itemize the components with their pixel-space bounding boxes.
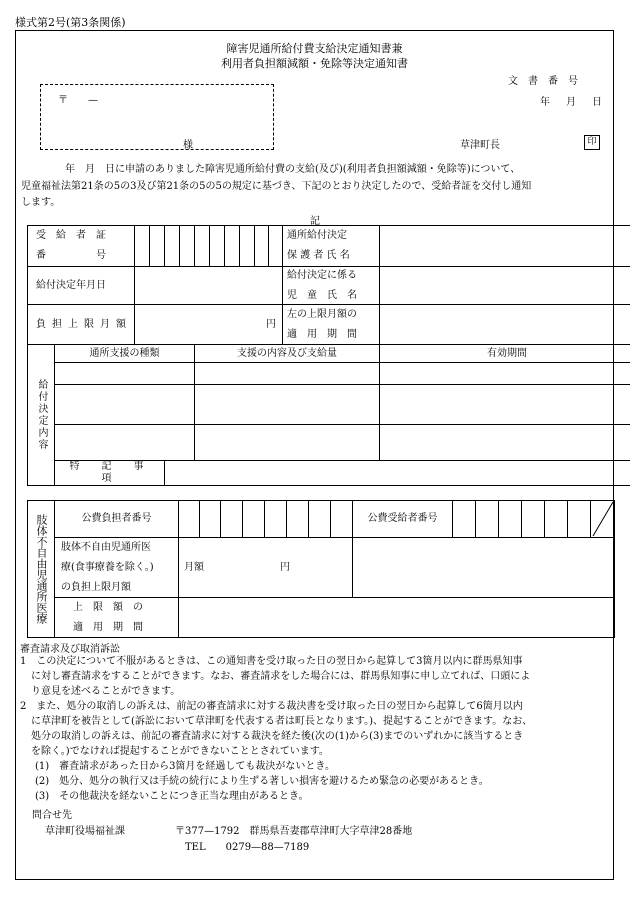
medical-table <box>27 500 615 638</box>
appeal-line: (3) その他裁決を経ないことにつき正当な理由があるとき。 <box>35 791 309 802</box>
medical-limit-label: 肢体不自由児通所医 療(食事療養を除く。) の負担上限月額 <box>55 538 179 598</box>
medical-period-field[interactable] <box>179 598 615 638</box>
intro-line-2: 児童福祉法第21条の5の3及び第21条の5の5の規定に基づき、下記のとおり決定したので、受給者証を交付し通知 <box>21 181 532 192</box>
remarks-field[interactable] <box>165 461 630 486</box>
appeal-line: 1 この決定について不服があるときは、この通知書を受け取った日の翌日から起算して3箇月以内に群馬県知事 <box>20 656 523 667</box>
appeal-line: を除く。)でなければ提起することができないこととされています。 <box>31 746 329 757</box>
payer-number-digit[interactable] <box>243 501 265 538</box>
medical-limit-field[interactable] <box>179 538 353 598</box>
recipient-number-digit[interactable] <box>225 226 240 267</box>
contact-office: 草津町役場福祉課 <box>45 826 125 837</box>
intro-line-1: 年 月 日に申請のありました障害児通所給付費の支給(及び)(利用者負担額減額・免除等)について、 <box>65 164 521 175</box>
contact-tel: TEL 0279—88—7189 <box>185 842 310 853</box>
payer-number-label: 公費負担者番号 <box>55 501 179 538</box>
decision-date-field[interactable] <box>135 267 283 305</box>
recipient-number-digit[interactable] <box>210 226 225 267</box>
col-valid-period: 有効期間 <box>380 345 630 363</box>
recipient-public-number-label: 公費受給者番号 <box>353 501 453 538</box>
yen-unit: 円 <box>266 318 276 330</box>
recipient-number-digit[interactable] <box>240 226 255 267</box>
col-support-amount: 支援の内容及び支給量 <box>195 345 380 363</box>
medical-period-label: 上 限 額 の 適 用 期 間 <box>55 598 179 638</box>
public-recipient-digit[interactable] <box>522 501 545 538</box>
seal-mark: 印 <box>584 135 600 150</box>
recipient-number-digit[interactable] <box>180 226 195 267</box>
payer-number-digit[interactable] <box>331 501 353 538</box>
payer-number-digit[interactable] <box>287 501 309 538</box>
support-type-cell[interactable] <box>55 425 195 461</box>
appeal-line: り意見を述べることができます。 <box>31 686 181 697</box>
child-name-field[interactable] <box>380 267 630 305</box>
support-type-cell[interactable] <box>55 385 195 425</box>
postal-code: 〒 — <box>58 95 98 106</box>
limit-period-label: 左の上限月額の 適 用 期 間 <box>283 305 380 345</box>
remarks-label: 特 記 事 項 <box>55 461 165 486</box>
title-line-2: 利用者負担額減額・免除等決定通知書 <box>221 57 408 70</box>
appeal-line: 2 また、処分の取消しの訴えは、前記の審査請求に対する裁決書を受け取った日の翌日から起算して6箇月以内 <box>20 701 523 712</box>
valid-period-cell[interactable] <box>380 425 630 461</box>
guardian-name-field[interactable] <box>380 226 630 267</box>
payer-number-digit[interactable] <box>200 501 221 538</box>
support-amount-cell[interactable] <box>195 385 380 425</box>
content-label: 給付決定内容 <box>28 345 55 486</box>
payer-number-digit[interactable] <box>221 501 243 538</box>
document-number-label: 文 書 番 号 <box>508 76 578 87</box>
honorific-sama: 様 <box>183 140 193 151</box>
public-recipient-digit-slashed[interactable] <box>591 501 615 538</box>
medical-side-label: 肢体不自由児通所医療 <box>28 501 55 638</box>
child-name-label: 給付決定に係る 児 童 氏 名 <box>283 267 380 305</box>
support-amount-cell[interactable] <box>195 425 380 461</box>
appeal-line: (1) 審査請求があった日から3箇月を経過しても裁決がないとき。 <box>35 761 336 772</box>
contact-title: 問合せ先 <box>32 810 72 821</box>
form-label: 様式第2号(第3条関係) <box>15 16 126 29</box>
recipient-number-digit[interactable] <box>150 226 165 267</box>
limit-amount-field[interactable] <box>135 305 283 345</box>
col-support-type: 通所支援の種類 <box>55 345 195 363</box>
monthly-label: 月額 <box>184 561 204 573</box>
appeal-line: (2) 処分、処分の執行又は手続の続行により生ずる著しい損害を避けるため緊急の必要があるとき。 <box>35 776 489 787</box>
issuer-name: 草津町長 <box>460 140 500 151</box>
recipient-number-label: 受 給 者 証 番 号 <box>28 226 135 267</box>
appeal-line: 処分の取消しの訴えは、前記の審査請求に対する裁決を経た後(次の(1)から(3)までのいずれかに該当するとき <box>31 731 524 742</box>
recipient-number-digit[interactable] <box>255 226 269 267</box>
appeal-line: に草津町を被告として(訴訟において草津町を代表する者は町長となります。)、提起することができます。なお、 <box>31 716 533 727</box>
public-recipient-digit[interactable] <box>568 501 591 538</box>
support-type-cell[interactable] <box>55 363 195 385</box>
ki-mark: 記 <box>310 216 320 227</box>
public-recipient-digit[interactable] <box>499 501 522 538</box>
guardian-name-label: 通所給付決定 保 護 者 氏 名 <box>283 226 380 267</box>
issue-date-label: 年 月 日 <box>540 97 605 108</box>
public-recipient-digit[interactable] <box>476 501 499 538</box>
recipient-number-digit[interactable] <box>195 226 210 267</box>
limit-period-field[interactable] <box>380 305 630 345</box>
recipient-number-digit[interactable] <box>135 226 150 267</box>
payer-number-digit[interactable] <box>265 501 287 538</box>
decision-table <box>27 225 630 486</box>
valid-period-cell[interactable] <box>380 385 630 425</box>
appeal-line: に対し審査請求をすることができます。なお、審査請求をした場合には、群馬県知事に申し立てれば、口頭によ <box>31 671 531 682</box>
contact-address: 〒377—1792 群馬県吾妻郡草津町大字草津28番地 <box>175 826 413 837</box>
payer-number-digit[interactable] <box>179 501 200 538</box>
title-line-1: 障害児通所給付費支給決定通知書兼 <box>226 42 403 55</box>
recipient-number-digit[interactable] <box>269 226 283 267</box>
intro-line-3: します。 <box>21 197 61 208</box>
support-amount-cell[interactable] <box>195 363 380 385</box>
slash-mark <box>591 501 615 537</box>
appeal-title: 審査請求及び取消訴訟 <box>20 644 120 655</box>
public-recipient-digit[interactable] <box>453 501 476 538</box>
valid-period-cell[interactable] <box>380 363 630 385</box>
limit-amount-label: 負担上限月額 <box>28 305 135 345</box>
recipient-number-digit[interactable] <box>165 226 180 267</box>
public-recipient-digit[interactable] <box>545 501 568 538</box>
yen-unit: 円 <box>280 561 290 573</box>
decision-date-label: 給付決定年月日 <box>28 267 135 305</box>
payer-number-digit[interactable] <box>309 501 331 538</box>
medical-limit-extra[interactable] <box>353 538 615 598</box>
